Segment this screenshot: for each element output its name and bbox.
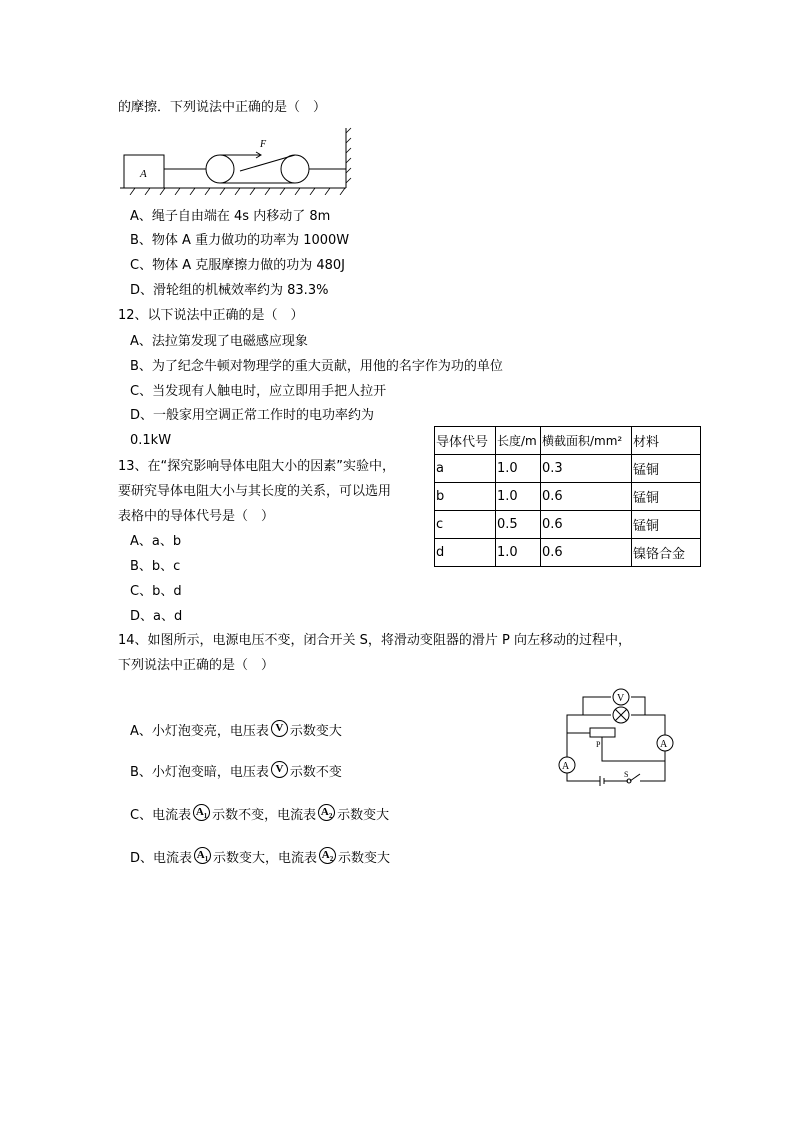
force-label: F	[260, 139, 267, 150]
ammeter2-icon	[319, 847, 336, 864]
q13-option-c: C、b、d	[130, 584, 182, 599]
q14-stem-1: 14、如图所示，电源电压不变，闭合开关 S，将滑动变阻器的滑片 P 向左移动的过程中，	[118, 633, 632, 648]
cell: 锰铜	[632, 483, 701, 511]
q12-option-d: D、一般家用空调正常工作时的电功率约为	[130, 408, 375, 423]
ammeter2-label: A	[562, 761, 570, 772]
cell: 镍铬合金	[632, 539, 701, 567]
q13-option-b: B、b、c	[130, 559, 181, 574]
text: 示数不变，电流表	[212, 808, 317, 823]
q13-option-a: A、a、b	[130, 534, 182, 549]
cell: 锰铜	[632, 511, 701, 539]
q12-option-b: B、为了纪念牛顿对物理学的重大贡献，用他的名字作为功的单位	[130, 359, 503, 374]
table-row	[435, 455, 701, 483]
cell: b	[435, 483, 496, 511]
q14-option-d	[130, 847, 390, 868]
cell: 1.0	[496, 455, 541, 483]
table-header-row	[435, 427, 701, 455]
cell: 0.6	[541, 539, 632, 567]
conductor-table	[434, 426, 701, 567]
q14-option-c	[130, 804, 389, 825]
q14-option-a	[130, 720, 342, 741]
q11-option-a: A、绳子自由端在 4s 内移动了 8m	[130, 209, 331, 224]
voltmeter-label: V	[617, 693, 625, 704]
cell: 0.3	[541, 455, 632, 483]
q11-option-d: D、滑轮组的机械效率约为 83.3%	[130, 283, 329, 298]
text: D、电流表	[130, 851, 193, 866]
q13-stem-2: 要研究导体电阻大小与其长度的关系，可以选用	[118, 484, 392, 499]
meter-letter: A	[321, 849, 330, 861]
meter-letter: A	[195, 806, 204, 818]
cell: 1.0	[496, 483, 541, 511]
q14-option-b	[130, 761, 342, 782]
cell: 1.0	[496, 539, 541, 567]
q13-stem-3: 表格中的导体代号是（ ）	[118, 509, 275, 524]
text: 示数变大	[337, 808, 390, 823]
q14-stem-2: 下列说法中正确的是（ ）	[118, 658, 275, 673]
cell: 0.6	[541, 511, 632, 539]
table-row	[435, 483, 701, 511]
table-row	[435, 511, 701, 539]
q13-option-d: D、a、d	[130, 609, 183, 624]
text: 示数变大	[338, 851, 391, 866]
switch-label: S	[624, 770, 629, 779]
table-row	[435, 539, 701, 567]
q12-option-d-cont: 0.1kW	[130, 433, 172, 448]
meter-letter: A	[196, 849, 205, 861]
cell: d	[435, 539, 496, 567]
text: B、小灯泡变暗，电压表	[130, 765, 269, 780]
cell: 0.6	[541, 483, 632, 511]
header-cell: 横截面积/mm²	[541, 427, 632, 455]
ammeter1-label: A	[660, 739, 668, 750]
slider-label: P	[596, 740, 601, 749]
q11-option-c: C、物体 A 克服摩擦力做的功为 480J	[130, 258, 346, 273]
q11-option-b: B、物体 A 重力做功的功率为 1000W	[130, 233, 350, 248]
ammeter2-icon	[318, 804, 335, 821]
header-cell: 材料	[632, 427, 701, 455]
voltmeter-icon: V	[271, 720, 288, 737]
header-cell: 长度/m	[496, 427, 541, 455]
meter-sub: 2	[329, 855, 334, 864]
q13-stem-1: 13、在“探究影响导体电阻大小的因素”实验中，	[118, 459, 396, 474]
q11-stem: 的摩擦．下列说法中正确的是（ ）	[118, 100, 327, 115]
cell: 0.5	[496, 511, 541, 539]
ammeter1-icon	[193, 804, 210, 821]
voltmeter-icon: V	[271, 761, 288, 778]
q12-stem: 12、以下说法中正确的是（ ）	[118, 308, 304, 323]
circuit-diagram	[550, 685, 680, 795]
meter-letter: A	[320, 806, 329, 818]
text: 示数变大，电流表	[213, 851, 318, 866]
text: A、小灯泡变亮，电压表	[130, 724, 269, 739]
meter-sub: 2	[328, 812, 333, 821]
text: 示数不变	[289, 765, 342, 780]
q12-option-c: C、当发现有人触电时，应立即用手把人拉开	[130, 384, 387, 399]
meter-sub: 1	[204, 855, 209, 864]
pulley-figure	[120, 125, 352, 195]
ammeter1-icon	[194, 847, 211, 864]
text: C、电流表	[130, 808, 192, 823]
cell: c	[435, 511, 496, 539]
block-label: A	[140, 168, 147, 180]
meter-sub: 1	[203, 812, 208, 821]
cell: a	[435, 455, 496, 483]
header-cell: 导体代号	[435, 427, 496, 455]
cell: 锰铜	[632, 455, 701, 483]
q12-option-a: A、法拉第发现了电磁感应现象	[130, 334, 308, 349]
text: 示数变大	[289, 724, 342, 739]
